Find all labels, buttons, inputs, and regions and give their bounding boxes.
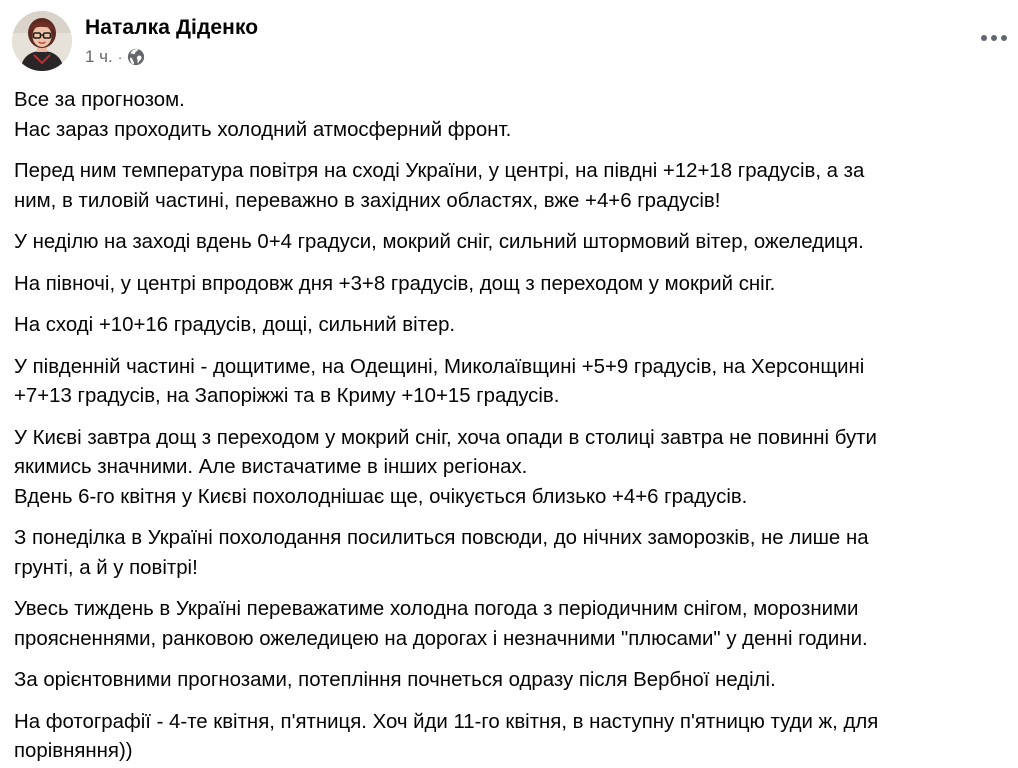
text-line: проясненнями, ранковою ожеледицею на дорогах і незначними "плюсами" у денні години.	[14, 627, 868, 650]
paragraph	[14, 86, 1004, 145]
text-line: порівняння))	[14, 740, 133, 762]
text-line: На півночі, у центрі впродовж дня +3+8 градусів, дощ з переходом у мокрий сніг.	[14, 272, 776, 295]
more-dot	[1001, 35, 1007, 41]
paragraph	[14, 595, 1004, 654]
post-meta	[85, 15, 258, 67]
text-line: У Києві завтра дощ з переходом у мокрий сніг, хоча опади в столиці завтра не повинні бути	[14, 426, 877, 449]
paragraph	[14, 708, 1004, 767]
post-timestamp[interactable]: 1 ч.	[85, 47, 113, 66]
text-line: З понеділка в Україні похолодання посилиться повсюди, до нічних заморозків, не лише на	[14, 527, 869, 549]
author-name[interactable]: Наталка Діденко	[85, 16, 259, 39]
text-line: За орієнтовними прогнозами, потепління почнеться одразу після Вербної неділі.	[14, 669, 776, 691]
text-line: На фотографії - 4-те квітня, п'ятниця. Хоч йди 11-го квітня, в наступну п'ятницю туди ж, для	[14, 710, 879, 733]
paragraph	[14, 666, 1004, 696]
more-options-icon[interactable]	[976, 26, 1012, 50]
globe-icon[interactable]	[127, 48, 145, 66]
text-line: На сході +10+16 градусів, дощі, сильний вітер.	[14, 314, 456, 336]
text-line: Увесь тиждень в Україні переважатиме холодна погода з періодичним снігом, морозними	[14, 598, 859, 620]
paragraph	[14, 228, 1004, 258]
text-line: Все за прогнозом.	[14, 89, 185, 111]
separator-dot: ·	[117, 49, 123, 65]
text-line: Нас зараз проходить холодний атмосферний фронт.	[14, 118, 512, 141]
avatar-photo	[12, 11, 72, 71]
paragraph	[14, 311, 1004, 341]
text-line: грунті, а й у повітрі!	[14, 556, 198, 579]
text-line: якимись значними. Але вистачатиме в інших регіонах.	[14, 456, 528, 478]
post-header	[12, 11, 258, 71]
avatar[interactable]	[12, 11, 72, 71]
text-line: Перед ним температура повітря на сході України, у центрі, на півдні +12+18 градусів, а за	[14, 160, 865, 182]
paragraph	[14, 524, 1004, 583]
text-line: ним, в тиловій частині, переважно в західних областях, вже +4+6 градусів!	[14, 189, 721, 212]
text-line: Вдень 6-го квітня у Києві похолоднішає ще, очікується близько +4+6 градусів.	[14, 485, 748, 508]
paragraph	[14, 157, 1004, 216]
paragraph	[14, 353, 1004, 412]
text-line: У південній частині - дощитиме, на Одещині, Миколаївщині +5+9 градусів, на Херсонщині	[14, 355, 865, 378]
post-subline	[85, 47, 258, 67]
more-dot	[981, 35, 987, 41]
text-line: У неділю на заході вдень 0+4 градуси, мокрий сніг, сильний штормовий вітер, ожеледиця.	[14, 231, 864, 253]
paragraph	[14, 270, 1004, 300]
paragraph	[14, 424, 1004, 513]
text-line: +7+13 градусів, на Запоріжжі та в Криму +10+15 градусів.	[14, 385, 560, 407]
more-dot	[991, 35, 997, 41]
post-text	[14, 86, 1004, 768]
